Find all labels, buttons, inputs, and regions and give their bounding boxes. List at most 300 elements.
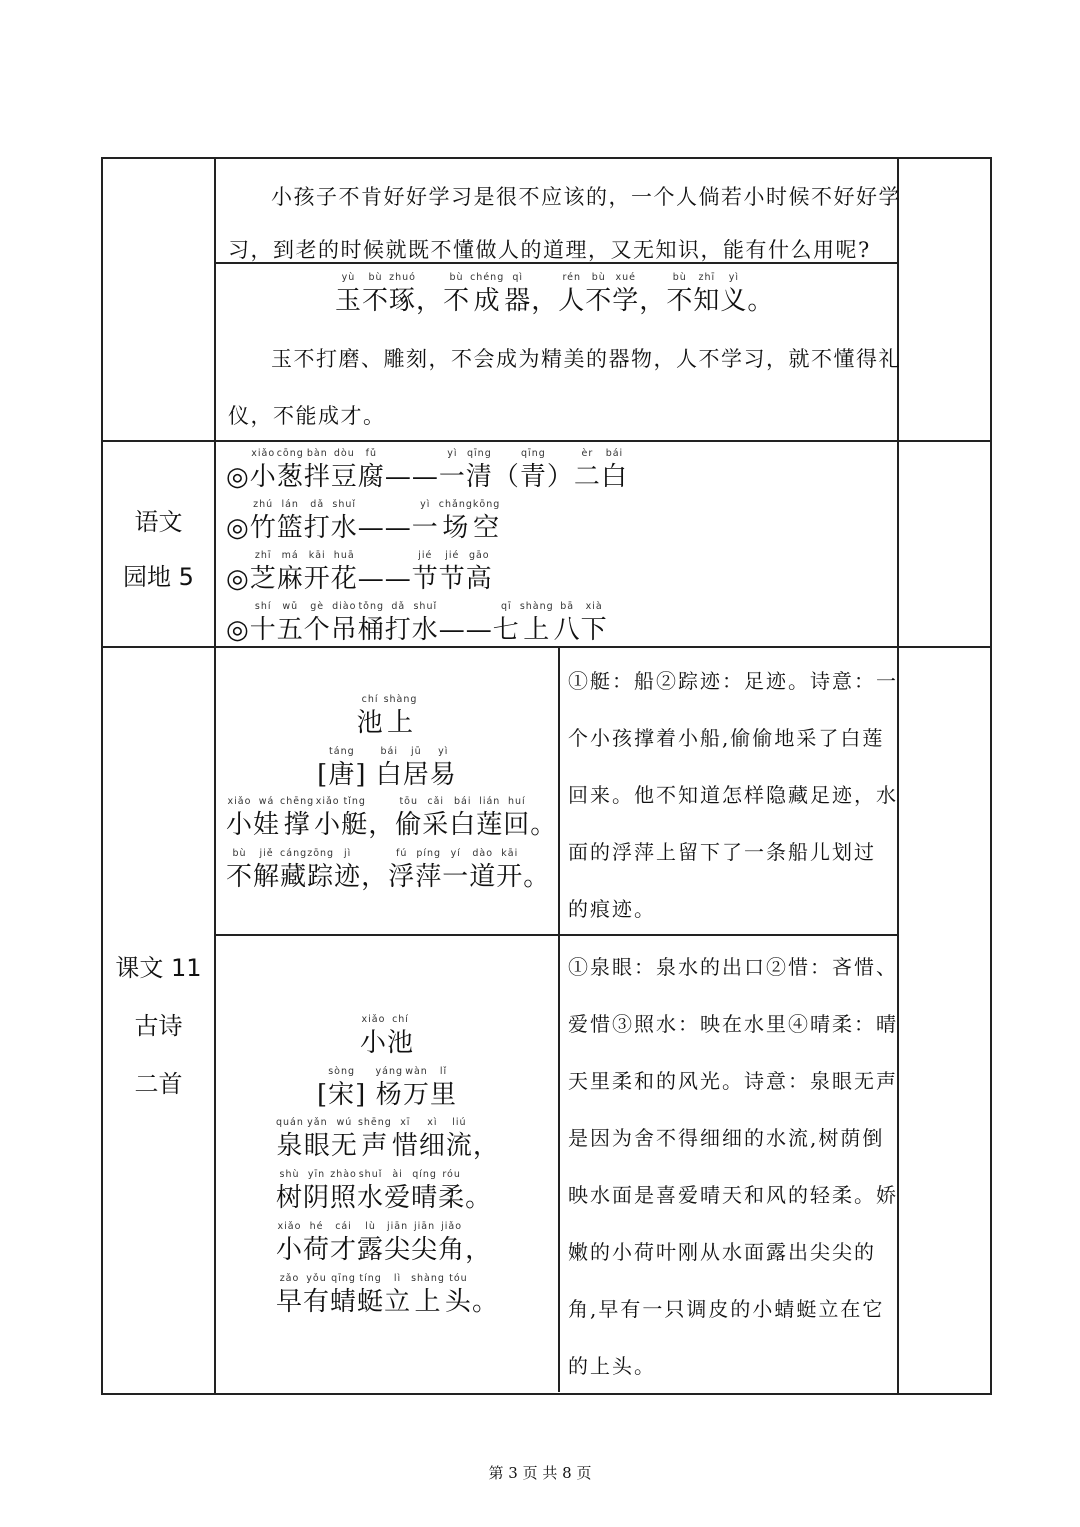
ruby-char [341,796,368,842]
pinyin: èr [581,448,594,459]
hanzi: 。 [465,1183,493,1213]
pinyin: bù [368,272,383,283]
pinyin: yì [728,272,739,283]
section-label-kewen-line1: 课文 11 [115,954,202,982]
ruby-char [476,796,503,842]
poem2-title [216,1014,558,1060]
hanzi: 迹 [334,862,362,892]
hanzi: 小 [314,810,342,840]
xiehouyu-line-3 [226,550,493,596]
ruby-char [574,448,601,494]
pinyin: shù [279,1169,300,1180]
ruby-char [277,601,304,647]
pinyin: jì [344,848,352,859]
hanzi: 露 [357,1235,385,1265]
poem2-line-4 [276,1273,499,1319]
hanzi: 角 [438,1235,466,1265]
pinyin: xiǎo [361,1014,386,1025]
pinyin: yì [447,448,458,459]
hanzi: 。 [523,862,551,892]
row-divider-1 [101,440,990,442]
pinyin [355,1066,366,1078]
pinyin: yǎn [307,1117,328,1128]
ruby-char [747,272,774,318]
pinyin [747,272,774,284]
pinyin [367,746,376,758]
ruby-char [276,1169,303,1215]
pinyin [472,1273,499,1285]
ruby-char [530,796,557,842]
ruby-char [331,601,358,647]
ruby-char [314,796,341,842]
ruby-char [331,448,358,494]
ruby-char [612,272,639,318]
pinyin: yí [450,848,461,859]
hanzi: 开 [303,564,331,594]
hanzi: 学 [612,286,640,316]
pinyin: shuǐ [358,1169,383,1180]
hanzi: 无 [330,1131,358,1161]
hanzi: 小 [226,810,254,840]
pinyin: tíng [359,1273,382,1284]
poem1-author [216,746,558,792]
ruby-char [303,1273,330,1319]
pinyin: kāi [308,550,326,561]
pinyin [226,550,250,562]
ruby-char [226,550,250,596]
pinyin: dòu [333,448,355,459]
pinyin: shēng [357,1117,392,1128]
pinyin: rén [562,272,582,283]
hanzi: 早 [276,1287,304,1317]
ruby-char [384,1221,411,1267]
pinyin [226,499,250,511]
ruby-char [439,448,466,494]
ruby-char [472,1273,499,1319]
hanzi: 居 [402,760,430,790]
hanzi: 义 [720,286,748,316]
ruby-char [277,550,304,596]
ruby-char [419,1117,446,1163]
ruby-char [357,1169,384,1215]
hanzi: 芝 [249,564,277,594]
poem2-note-line-7: 角,早有一只调皮的小蜻蜓立在它 [568,1297,885,1321]
ruby-char [466,550,493,596]
pinyin [465,1221,492,1233]
pinyin: zhú [253,499,274,510]
ruby-char [412,550,439,596]
hanzi: 个 [303,615,331,645]
ruby-char [376,1066,404,1112]
pinyin: huā [333,550,355,561]
ruby-char [411,1169,438,1215]
hanzi: 不 [666,286,694,316]
ruby-char [442,848,469,894]
pinyin [366,1066,375,1078]
row-divider-inner-2 [214,934,898,936]
poem2-note-line-6: 嫩的小荷叶刚从水面露出尖尖的 [568,1240,876,1264]
ruby-char [415,848,442,894]
pinyin [639,272,666,284]
pinyin: lù [365,1221,376,1232]
ruby-char [355,746,366,792]
ruby-char [303,1221,330,1267]
hanzi: ， [639,286,667,316]
pinyin: lǐ [439,1066,448,1077]
pinyin: qīng [467,448,492,459]
pinyin: píng [416,848,442,859]
pinyin: má [281,550,299,561]
poem1-line-2 [226,848,550,894]
hanzi: 立 [384,1287,412,1317]
pinyin: shí [254,601,272,612]
ruby-char [331,1117,358,1163]
hanzi: 里 [430,1080,458,1110]
ruby-char [357,694,384,740]
pinyin [439,601,493,613]
pinyin [385,448,439,460]
ruby-char [387,1014,414,1060]
pinyin: quán [276,1117,304,1128]
hanzi [366,1078,375,1112]
hanzi: 。 [530,810,558,840]
hanzi: 葱 [276,462,304,492]
pinyin: jiān [387,1221,409,1232]
pinyin [523,848,550,860]
ruby-char [465,1169,492,1215]
ruby-char [439,550,466,596]
ruby-char [328,746,355,792]
ruby-char [411,1221,438,1267]
pinyin: qíng [412,1169,437,1180]
pinyin: zōng [307,848,335,859]
pinyin [465,1169,492,1181]
hanzi: 一 [442,862,470,892]
ruby-char [358,448,385,494]
ruby-char [445,1273,472,1319]
hanzi: 一 [438,462,466,492]
hanzi: 撑 [283,810,311,840]
pinyin: kāi [501,848,519,859]
poem2-note-line-8: 的上头。 [568,1354,656,1378]
ruby-char [226,601,250,647]
ruby-char [388,848,415,894]
pinyin: tǒng [358,601,385,612]
pinyin: chéng [470,272,505,283]
pinyin: bù [232,848,247,859]
hanzi: 泉 [276,1131,304,1161]
pinyin: wá [258,796,275,807]
pinyin: bù [449,272,464,283]
pinyin: chí [392,1014,409,1025]
ruby-char [335,272,362,318]
pinyin: chēng [280,796,315,807]
hanzi: 荷 [303,1235,331,1265]
ruby-char [330,1273,357,1319]
ruby-char [720,272,747,318]
poem2-line-3 [276,1221,492,1267]
ruby-char [304,499,331,545]
ruby-char [504,272,531,318]
pinyin: xiǎo [251,448,276,459]
poem1-note-line-2: 个小孩撑着小船,偷偷地采了白莲 [568,726,885,750]
ruby-char [496,848,523,894]
hanzi: 不 [362,286,390,316]
ruby-char [412,499,439,545]
ruby-char [250,499,277,545]
pinyin [355,746,366,758]
hanzi: ） [546,462,574,492]
hanzi: 花 [330,564,358,594]
pinyin: xī [400,1117,411,1128]
hanzi: 节 [438,564,466,594]
row2-paragraph-line1: 玉不打磨、雕刻，不会成为精美的器物，人不学习，就不懂得礼 [271,347,901,371]
hanzi: 声 [361,1131,389,1161]
ruby-char [693,272,720,318]
pinyin: tōu [399,796,418,807]
hanzi: 池 [356,708,384,738]
ruby-char [411,1273,445,1319]
pinyin: cōng [276,448,304,459]
row1-paragraph-line1: 小孩子不肯好好学习是很不应该的，一个人倘若小时候不好好学 [271,185,901,209]
pinyin: fú [396,848,408,859]
ruby-char [473,1117,500,1163]
ruby-char [446,1117,473,1163]
ruby-char [466,448,493,494]
pinyin: yīn [307,1169,326,1180]
hanzi: 吊 [330,615,358,645]
hanzi: 琢 [389,286,417,316]
pinyin: gāo [468,550,490,561]
ruby-char [355,1066,366,1112]
hanzi: 七 [492,615,520,645]
xiehouyu-line-1 [226,448,628,494]
poem1-note-line-1: ①艇：船②踪迹：足迹。诗意：一 [568,669,898,693]
ruby-char [439,601,493,647]
pinyin [317,1066,328,1078]
hanzi: ， [531,286,559,316]
ruby-char [226,848,253,894]
ruby-char [250,448,277,494]
hanzi: 。 [747,286,775,316]
ruby-char [250,601,277,647]
hanzi: ， [472,1131,500,1161]
pinyin: dǎ [310,499,325,510]
pinyin: dǎ [391,601,406,612]
ruby-char [395,796,422,842]
pinyin [358,499,412,511]
ruby-char [226,448,250,494]
ruby-char [331,550,358,596]
ruby-char [523,848,550,894]
pinyin: lì [393,1273,402,1284]
hanzi: 尖 [384,1235,412,1265]
ruby-char [361,848,388,894]
pinyin: yáng [375,1066,404,1077]
ruby-char [226,499,250,545]
pinyin: xué [615,272,637,283]
hanzi: 萍 [415,862,443,892]
saying-yu-bu-zhuo [335,272,774,318]
row1-paragraph-line2: 习，到老的时候就既不懂做人的道理，又无知识，能有什么用呢? [228,238,871,262]
hanzi: —— [357,513,412,543]
hanzi: 万 [403,1080,431,1110]
pinyin: wǔ [282,601,299,612]
pinyin: cáng [280,848,308,859]
hanzi: 玉 [335,286,363,316]
hanzi: 蜻 [330,1287,358,1317]
poem1-note-line-4: 面的浮萍上留下了一条船儿划过 [568,840,876,864]
ruby-char [360,1014,387,1060]
ruby-char [331,499,358,545]
ruby-char [250,550,277,596]
hanzi: 阴 [303,1183,331,1213]
hanzi: 八 [553,615,581,645]
hanzi: 桶 [357,615,385,645]
ruby-char [358,499,412,545]
hanzi: 有 [303,1287,331,1317]
hanzi: 水 [357,1183,385,1213]
ruby-char [334,848,361,894]
hanzi: 浮 [388,862,416,892]
ruby-char [276,1117,304,1163]
pinyin [493,448,520,460]
pinyin: táng [329,746,355,757]
hanzi: 白 [600,462,628,492]
ruby-char [304,550,331,596]
ruby-char [367,746,376,792]
hanzi: 解 [253,862,281,892]
poem2-note-line-2: 爱惜③照水：映在水里④晴柔：晴 [568,1012,898,1036]
ruby-char [403,1066,430,1112]
pinyin: fǔ [365,448,378,459]
ruby-char [503,796,530,842]
pinyin [531,272,558,284]
pinyin: cǎi [427,796,445,807]
pinyin: jiān [414,1221,436,1232]
poem2-note-line-1: ①泉眼：泉水的出口②惜：吝惜、 [568,955,898,979]
hanzi: （ [492,462,520,492]
pinyin: tǐng [343,796,366,807]
pinyin: shuǐ [332,499,357,510]
poem1-line-1 [226,796,557,842]
poem2-note-line-4: 是因为舍不得细细的水流,树荫倒 [568,1126,885,1150]
pinyin: jiǎo [441,1221,463,1232]
pinyin: yǒu [306,1273,327,1284]
ruby-char [330,1221,357,1267]
hanzi: 细 [418,1131,446,1161]
hanzi: 二 [573,462,601,492]
hanzi: 打 [384,615,412,645]
page-number-footer: 第 3 页 共 8 页 [488,1464,592,1482]
pinyin [473,1117,500,1129]
poem2-line-2 [276,1169,492,1215]
ruby-char [304,1117,331,1163]
pinyin: qīng [331,1273,356,1284]
pinyin [547,448,574,460]
pinyin: sòng [328,1066,356,1077]
pinyin: hé [309,1221,324,1232]
poem2-note-line-5: 映水面是喜爱晴天和风的轻柔。娇 [568,1183,898,1207]
hanzi: 宋 [328,1080,356,1110]
hanzi: 莲 [476,810,504,840]
ruby-char [304,448,331,494]
hanzi: 上 [414,1287,442,1317]
hanzi: ， [465,1235,493,1265]
pinyin: jū [410,746,422,757]
hanzi: 篮 [276,513,304,543]
ruby-char [277,499,304,545]
ruby-char [547,448,574,494]
ruby-char [307,848,334,894]
hanzi: —— [384,462,439,492]
pinyin: liú [452,1117,467,1128]
pinyin: zǎo [279,1273,300,1284]
xiehouyu-line-2 [226,499,500,545]
hanzi: 竹 [249,513,277,543]
row2-paragraph-line2: 仪，不能成才。 [228,404,386,428]
ruby-char [366,1066,375,1112]
ruby-char [449,796,476,842]
pinyin: chí [361,694,379,705]
hanzi: ] [355,760,367,790]
hanzi: 上 [523,615,551,645]
hanzi: 头 [444,1287,472,1317]
ruby-char [493,601,520,647]
hanzi: [ [316,1080,329,1110]
pinyin: jié [418,550,433,561]
pinyin [361,848,388,860]
pinyin: yì [438,746,449,757]
hanzi: 不 [226,862,254,892]
pinyin: qīng [521,448,546,459]
hanzi: 采 [422,810,450,840]
pinyin: wàn [405,1066,428,1077]
hanzi: 偷 [395,810,423,840]
hanzi: 小 [276,1235,304,1265]
section-label-yuwen-line1: 语文 [134,508,183,536]
hanzi: 蜓 [357,1287,385,1317]
ruby-char [358,601,385,647]
ruby-char [422,796,449,842]
ruby-char [317,746,328,792]
hanzi: 知 [693,286,721,316]
pinyin: lián [479,796,501,807]
hanzi: ◎ [226,615,250,645]
ruby-char [368,796,395,842]
ruby-char [358,1117,392,1163]
hanzi: 空 [473,513,501,543]
hanzi: 小 [249,462,277,492]
hanzi: 柔 [438,1183,466,1213]
hanzi: 才 [330,1235,358,1265]
hanzi: 下 [580,615,608,645]
hanzi: 成 [473,286,501,316]
ruby-char [666,272,693,318]
ruby-char [493,448,520,494]
pinyin: zhī [698,272,716,283]
ruby-char [304,601,331,647]
ruby-char [412,601,439,647]
pinyin: dào [472,848,494,859]
hanzi: 开 [496,862,524,892]
ruby-char [384,1273,411,1319]
ruby-char [362,272,389,318]
hanzi: 藏 [280,862,308,892]
hanzi: 照 [330,1183,358,1213]
pinyin: qī [500,601,512,612]
hanzi: [ [317,760,329,790]
